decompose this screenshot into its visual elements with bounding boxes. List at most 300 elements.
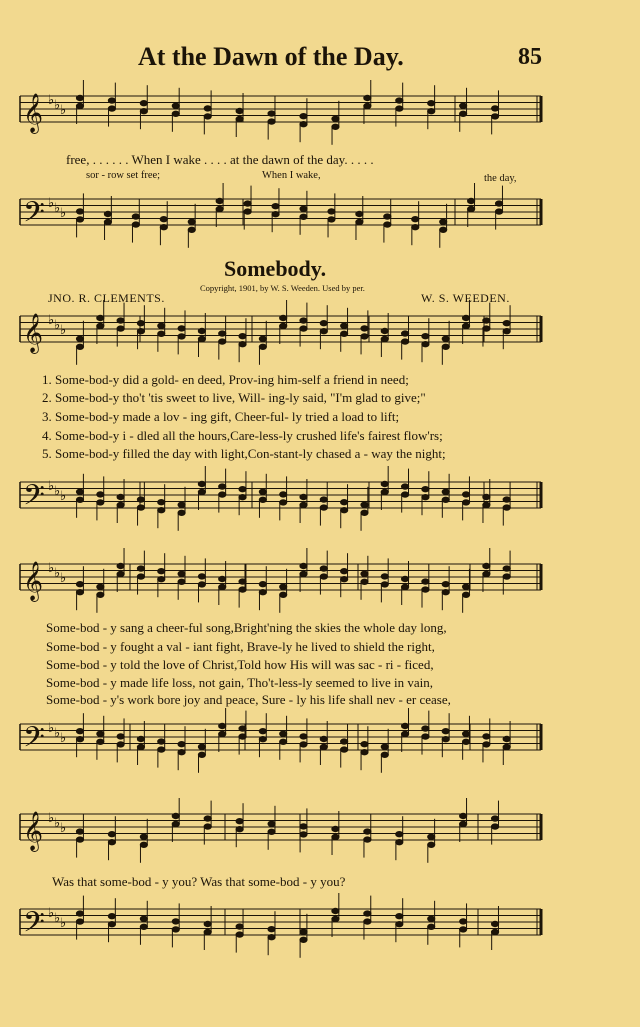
note-head: [361, 502, 368, 507]
note-head: [396, 106, 403, 111]
note-head: [117, 734, 124, 739]
note-head: [219, 484, 226, 489]
note-head: [280, 584, 287, 589]
flat-icon: ♭: [60, 916, 67, 931]
flat-icon: ♭: [48, 479, 55, 494]
note-head: [460, 927, 467, 932]
note-head: [198, 328, 205, 333]
note-head: [428, 924, 435, 929]
note-head: [381, 328, 388, 333]
note-head: [332, 834, 339, 839]
note-head: [462, 492, 469, 497]
note-head: [491, 929, 498, 934]
page-title: At the Dawn of the Day.: [138, 42, 404, 71]
note-head: [178, 750, 185, 755]
note-head: [198, 752, 205, 757]
note-head: [172, 927, 179, 932]
note-head: [198, 481, 205, 486]
note-head: [503, 736, 510, 741]
note-head: [320, 329, 327, 334]
note-head: [172, 919, 179, 924]
note-head: [364, 919, 371, 924]
note-head: [460, 813, 467, 818]
flat-icon: ♭: [54, 816, 61, 831]
note-head: [132, 222, 139, 227]
note-head: [76, 919, 83, 924]
note-head: [462, 731, 469, 736]
note-head: [236, 108, 243, 113]
note-head: [462, 584, 469, 589]
note-head: [462, 592, 469, 597]
note-head: [483, 326, 490, 331]
note-head: [117, 571, 124, 576]
note-head: [422, 495, 429, 500]
note-head: [76, 737, 83, 742]
note-head: [239, 342, 246, 347]
note-head: [328, 209, 335, 214]
note-head: [401, 723, 408, 728]
clef-icon: 𝄞: [23, 561, 44, 601]
note-head: [483, 502, 490, 507]
note-head: [117, 742, 124, 747]
note-head: [140, 834, 147, 839]
note-head: [384, 222, 391, 227]
note-head: [198, 582, 205, 587]
note-head: [381, 574, 388, 579]
note-head: [236, 924, 243, 929]
note-head: [244, 201, 251, 206]
note-head: [108, 832, 115, 837]
note-head: [236, 819, 243, 824]
note-head: [140, 916, 147, 921]
note-head: [381, 752, 388, 757]
note-head: [137, 566, 144, 571]
note-head: [117, 318, 124, 323]
note-head: [76, 103, 83, 108]
note-head: [300, 494, 307, 499]
note-head: [491, 921, 498, 926]
note-head: [442, 497, 449, 502]
note-head: [97, 315, 104, 320]
note-head: [364, 829, 371, 834]
note-head: [422, 726, 429, 731]
flat-icon: ♭: [60, 571, 67, 586]
note-head: [97, 323, 104, 328]
note-head: [462, 500, 469, 505]
note-head: [468, 198, 475, 203]
note-head: [137, 736, 144, 741]
note-head: [117, 502, 124, 507]
note-head: [268, 111, 275, 116]
note-head: [361, 579, 368, 584]
note-head: [76, 209, 83, 214]
note-head: [503, 505, 510, 510]
verse-line-3a: 3. Some-bod-y made a lov - ing gift, Cheer-ful- ly tried a load to lift;: [42, 409, 400, 424]
note-head: [442, 729, 449, 734]
note-head: [428, 916, 435, 921]
note-head: [503, 574, 510, 579]
note-head: [204, 929, 211, 934]
verse-line-1b: Some-bod - y sang a cheer-ful song,Bright'ning the skies the whole day long,: [46, 620, 447, 635]
note-head: [356, 219, 363, 224]
note-head: [503, 321, 510, 326]
note-head: [76, 590, 83, 595]
note-head: [460, 103, 467, 108]
flat-icon: ♭: [48, 313, 55, 328]
note-head: [117, 494, 124, 499]
clef-icon: 𝄢: [23, 479, 45, 519]
note-head: [300, 742, 307, 747]
note-head: [104, 211, 111, 216]
note-head: [239, 495, 246, 500]
note-head: [483, 318, 490, 323]
note-head: [178, 510, 185, 515]
note-head: [108, 840, 115, 845]
note-head: [440, 227, 447, 232]
flat-icon: ♭: [54, 98, 61, 113]
note-head: [442, 737, 449, 742]
flat-icon: ♭: [48, 906, 55, 921]
note-head: [137, 505, 144, 510]
note-head: [244, 209, 251, 214]
note-head: [219, 731, 226, 736]
note-head: [401, 731, 408, 736]
note-head: [239, 334, 246, 339]
note-head: [320, 566, 327, 571]
note-head: [204, 824, 211, 829]
note-head: [341, 577, 348, 582]
note-head: [361, 326, 368, 331]
note-head: [219, 331, 226, 336]
note-head: [188, 219, 195, 224]
note-head: [401, 584, 408, 589]
note-head: [442, 590, 449, 595]
note-head: [198, 574, 205, 579]
flat-icon: ♭: [60, 206, 67, 221]
note-head: [364, 95, 371, 100]
note-head: [341, 747, 348, 752]
note-head: [268, 927, 275, 932]
note-head: [97, 592, 104, 597]
note-head: [172, 103, 179, 108]
note-head: [140, 109, 147, 114]
note-head: [300, 114, 307, 119]
note-head: [272, 204, 279, 209]
note-head: [97, 731, 104, 736]
note-head: [491, 824, 498, 829]
note-head: [341, 331, 348, 336]
note-head: [442, 344, 449, 349]
verse-line-2a: 2. Some-bod-y tho't 'tis sweet to live, Will- ing-ly said, "I'm glad to give;": [42, 390, 426, 405]
note-head: [76, 497, 83, 502]
note-head: [300, 563, 307, 568]
note-head: [219, 584, 226, 589]
note-head: [236, 827, 243, 832]
flat-icon: ♭: [48, 93, 55, 108]
note-head: [204, 816, 211, 821]
note-head: [280, 500, 287, 505]
note-head: [198, 744, 205, 749]
copyright-notice: Copyright, 1901, by W. S. Weeden. Used by per.: [200, 283, 365, 293]
note-head: [259, 344, 266, 349]
note-head: [137, 744, 144, 749]
clef-icon: 𝄢: [23, 906, 45, 946]
note-head: [268, 119, 275, 124]
note-head: [422, 342, 429, 347]
note-head: [396, 914, 403, 919]
note-head: [137, 497, 144, 502]
note-head: [483, 734, 490, 739]
note-head: [491, 114, 498, 119]
verse-line-4a: 4. Some-bod-y i - dled all the hours,Care-less-ly crushed life's fairest flow'rs;: [42, 428, 443, 443]
note-head: [300, 824, 307, 829]
note-head: [483, 571, 490, 576]
flat-icon: ♭: [54, 484, 61, 499]
note-head: [280, 731, 287, 736]
note-head: [483, 494, 490, 499]
note-head: [216, 198, 223, 203]
note-head: [462, 739, 469, 744]
note-head: [108, 914, 115, 919]
note-head: [396, 840, 403, 845]
note-head: [364, 837, 371, 842]
note-head: [137, 321, 144, 326]
note-head: [104, 219, 111, 224]
note-head: [76, 95, 83, 100]
note-head: [468, 206, 475, 211]
note-head: [239, 487, 246, 492]
flat-icon: ♭: [48, 196, 55, 211]
note-head: [320, 321, 327, 326]
note-head: [503, 566, 510, 571]
note-head: [503, 497, 510, 502]
note-head: [401, 331, 408, 336]
note-head: [97, 739, 104, 744]
note-head: [108, 98, 115, 103]
note-head: [320, 574, 327, 579]
note-head: [412, 225, 419, 230]
note-head: [198, 489, 205, 494]
note-head: [272, 212, 279, 217]
note-head: [320, 505, 327, 510]
hymn-title: Somebody.: [224, 256, 327, 281]
flat-icon: ♭: [54, 911, 61, 926]
note-head: [332, 116, 339, 121]
note-head: [381, 489, 388, 494]
note-head: [320, 736, 327, 741]
note-head: [462, 315, 469, 320]
note-head: [300, 214, 307, 219]
flat-icon: ♭: [54, 201, 61, 216]
note-head: [216, 206, 223, 211]
note-head: [341, 323, 348, 328]
note-head: [178, 579, 185, 584]
note-head: [300, 206, 307, 211]
note-head: [428, 109, 435, 114]
note-head: [76, 911, 83, 916]
flat-icon: ♭: [60, 731, 67, 746]
note-head: [236, 116, 243, 121]
note-head: [259, 737, 266, 742]
note-head: [401, 339, 408, 344]
note-head: [280, 592, 287, 597]
note-head: [158, 577, 165, 582]
flat-icon: ♭: [54, 318, 61, 333]
note-head: [268, 935, 275, 940]
note-head: [332, 908, 339, 913]
note-head: [239, 579, 246, 584]
dawn-lyric-line: free, . . . . . . When I wake . . . . at the dawn of the day. . . . .: [66, 152, 374, 167]
note-head: [341, 508, 348, 513]
flat-icon: ♭: [60, 489, 67, 504]
note-head: [140, 924, 147, 929]
note-head: [422, 587, 429, 592]
note-head: [483, 563, 490, 568]
note-head: [332, 826, 339, 831]
flat-icon: ♭: [54, 726, 61, 741]
note-head: [239, 587, 246, 592]
note-head: [364, 103, 371, 108]
note-head: [300, 832, 307, 837]
note-head: [137, 574, 144, 579]
note-head: [219, 339, 226, 344]
note-head: [172, 111, 179, 116]
note-head: [401, 492, 408, 497]
note-head: [204, 114, 211, 119]
note-head: [158, 331, 165, 336]
clef-icon: 𝄢: [23, 196, 45, 236]
note-head: [259, 590, 266, 595]
note-head: [401, 576, 408, 581]
note-head: [198, 336, 205, 341]
note-head: [204, 921, 211, 926]
note-head: [422, 734, 429, 739]
verse-line-2b: Some-bod - y fought a val - iant fight, Brave-ly he lived to shield the right,: [46, 639, 435, 654]
note-head: [117, 563, 124, 568]
note-head: [108, 922, 115, 927]
note-head: [401, 484, 408, 489]
note-head: [178, 571, 185, 576]
note-head: [259, 582, 266, 587]
note-head: [341, 500, 348, 505]
note-head: [361, 571, 368, 576]
note-head: [158, 747, 165, 752]
note-head: [460, 919, 467, 924]
verse-line-3b: Some-bod - y told the love of Christ,Told how His will was sac - ri - ficed,: [46, 657, 434, 672]
verse-line-4b: Some-bod - y made life loss, not gain, Tho't-less-ly seemed to live in vain,: [46, 675, 433, 690]
lyricist-credit: JNO. R. CLEMENTS.: [48, 291, 165, 305]
verse-line-5b: Some-bod - y's work bore joy and peace, Sure - ly his life shall nev - er cease,: [46, 692, 451, 707]
note-head: [117, 326, 124, 331]
note-head: [462, 323, 469, 328]
note-head: [495, 201, 502, 206]
dawn-bass-lyric-2: When I wake,: [262, 170, 321, 181]
verse-line-5a: 5. Some-bod-y filled the day with light,Con-stant-ly chased a - way the night;: [42, 446, 446, 461]
note-head: [503, 329, 510, 334]
note-head: [158, 500, 165, 505]
note-head: [172, 821, 179, 826]
flat-icon: ♭: [48, 721, 55, 736]
note-head: [396, 832, 403, 837]
note-head: [300, 502, 307, 507]
note-head: [219, 723, 226, 728]
refrain-line: Was that some-bod - y you? Was that some-bod - y you?: [52, 874, 346, 889]
note-head: [328, 217, 335, 222]
note-head: [140, 101, 147, 106]
note-head: [268, 829, 275, 834]
note-head: [341, 569, 348, 574]
note-head: [280, 315, 287, 320]
note-head: [239, 726, 246, 731]
flat-icon: ♭: [60, 103, 67, 118]
note-head: [280, 739, 287, 744]
note-head: [442, 489, 449, 494]
note-head: [300, 571, 307, 576]
note-head: [491, 106, 498, 111]
note-head: [204, 106, 211, 111]
clef-icon: 𝄢: [23, 721, 45, 761]
note-head: [384, 214, 391, 219]
verse-line-1a: 1. Some-bod-y did a gold- en deed, Prov-ing him-self a friend in need;: [42, 372, 409, 387]
note-head: [259, 497, 266, 502]
note-head: [158, 323, 165, 328]
note-head: [178, 742, 185, 747]
note-head: [219, 576, 226, 581]
note-head: [361, 510, 368, 515]
note-head: [364, 911, 371, 916]
note-head: [108, 106, 115, 111]
note-head: [158, 508, 165, 513]
note-head: [76, 829, 83, 834]
note-head: [495, 209, 502, 214]
note-head: [300, 326, 307, 331]
note-head: [158, 739, 165, 744]
note-head: [239, 734, 246, 739]
note-head: [396, 98, 403, 103]
note-head: [491, 816, 498, 821]
note-head: [332, 124, 339, 129]
note-head: [396, 922, 403, 927]
note-head: [76, 837, 83, 842]
note-head: [381, 744, 388, 749]
note-head: [76, 729, 83, 734]
note-head: [381, 582, 388, 587]
note-head: [76, 336, 83, 341]
note-head: [412, 217, 419, 222]
note-head: [356, 211, 363, 216]
note-head: [268, 821, 275, 826]
flat-icon: ♭: [48, 561, 55, 576]
note-head: [236, 932, 243, 937]
note-head: [300, 318, 307, 323]
note-head: [483, 742, 490, 747]
note-head: [428, 842, 435, 847]
note-head: [132, 214, 139, 219]
flat-icon: ♭: [60, 821, 67, 836]
flat-icon: ♭: [60, 323, 67, 338]
note-head: [381, 481, 388, 486]
note-head: [280, 323, 287, 328]
note-head: [422, 334, 429, 339]
note-head: [422, 487, 429, 492]
note-head: [160, 217, 167, 222]
note-head: [332, 916, 339, 921]
note-head: [361, 334, 368, 339]
note-head: [158, 569, 165, 574]
dawn-bass-lyric-1: sor - row set free;: [86, 170, 161, 181]
note-head: [259, 729, 266, 734]
note-head: [76, 344, 83, 349]
